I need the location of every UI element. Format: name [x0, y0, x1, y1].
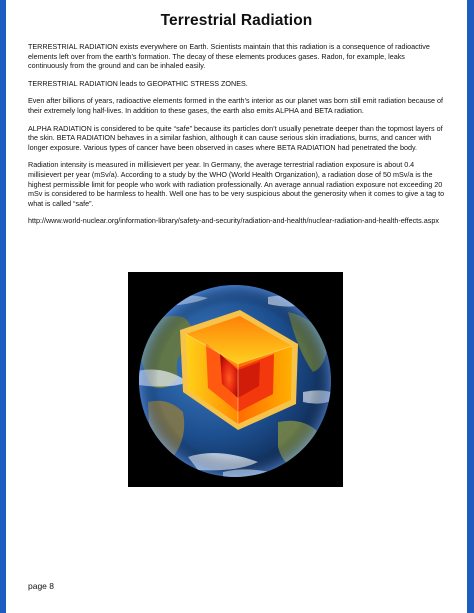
paragraph-intensity: Radiation intensity is measured in millisievert per year. In Germany, the average terrestrial radiation exposure is about 0.4 millisievert per year (mSv/a). According to a study by the WHO (World Health Organization), a radiation dose of 50 mSv/a is the highest permissible limit for people who work with radiation professionally. An average annual radiation exposure not exceeding 20 mSv is considered to be harmless to health. Well one has to be very suspicious about the generosity when it comes to give a tag to what is called “safe”.: [28, 160, 445, 208]
earth-core-illustration: [128, 272, 343, 487]
page-title: Terrestrial Radiation: [160, 12, 313, 29]
earth-cutaway-graphic: [128, 272, 343, 487]
paragraph-geopathic: TERRESTRIAL RADIATION leads to GEOPATHIC STRESS ZONES.: [28, 78, 248, 88]
source-url: http://www.world-nuclear.org/information-library/safety-and-security/radiation-and-health/nuclear-radiation-and-health-effects.aspx: [28, 216, 439, 226]
page-number: page 8: [28, 581, 54, 591]
paragraph-intro: TERRESTRIAL RADIATION exists everywhere on Earth. Scientists maintain that this radiation is a consequence of radioactive elements left over from the earth’s formation. The decay of these elements produces gases. Radon, for example, leaks continuously from the ground and can be inhaled easily.: [28, 42, 430, 71]
paragraph-half-lives: Even after billions of years, radioactive elements formed in the earth’s interior as our planet was born still emit radiation because of their extremely long half-lives. In addition to these gases, the earth also emits ALPHA and BETA radiation.: [28, 96, 443, 115]
paragraph-alpha-beta: ALPHA RADIATION is considered to be quite “safe” because its particles don’t usually penetrate deeper than the topmost layers of the skin. BETA RADIATION behaves in a similar fashion, although it can cause serious skin irradiations, burns, and cancer with longer exposure. Various types of cancer have been observed in cases where BETA RADIATION had penetrated the body.: [28, 123, 443, 152]
document-page: [6, 0, 467, 613]
